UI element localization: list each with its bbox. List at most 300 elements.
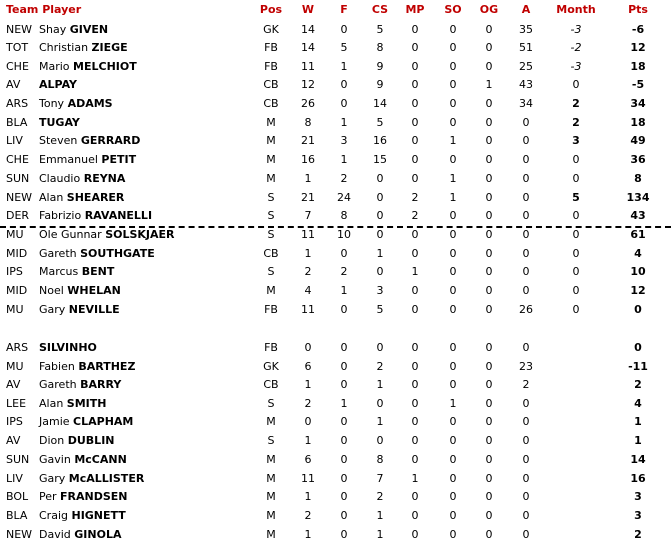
table-row xyxy=(0,151,671,169)
cell-f: 8 xyxy=(340,209,348,222)
team-code: NEW xyxy=(6,23,33,36)
cell-mp: 0 xyxy=(411,434,419,447)
cell-a: 51 xyxy=(519,41,533,54)
team-code: AV xyxy=(6,434,21,447)
cell-pos: GK xyxy=(263,360,279,373)
cell-w: 1 xyxy=(304,490,312,503)
team-code: NEW xyxy=(6,528,33,541)
cell-f: 3 xyxy=(340,134,348,147)
cell-w: 2 xyxy=(304,509,312,522)
cell-mp: 0 xyxy=(411,23,419,36)
cell-cs: 0 xyxy=(376,209,384,222)
cell-pos: FB xyxy=(264,341,278,354)
header-cs: CS xyxy=(371,3,389,16)
cell-mp: 0 xyxy=(411,153,419,166)
cell-pos: M xyxy=(266,116,276,129)
cell-og: 0 xyxy=(485,228,493,241)
cell-f: 5 xyxy=(340,41,348,54)
cell-a: 0 xyxy=(522,284,530,297)
player-first-name: Noel xyxy=(39,284,64,297)
cell-pos: S xyxy=(267,397,275,410)
cell-w: 14 xyxy=(301,23,315,36)
player-last-name: NEVILLE xyxy=(68,303,120,316)
player-name xyxy=(39,58,137,76)
cell-pts: 2 xyxy=(634,528,642,541)
player-last-name: SOUTHGATE xyxy=(80,247,155,260)
table-row xyxy=(0,95,671,113)
cell-pts: 18 xyxy=(630,116,646,129)
team-code: MID xyxy=(6,247,28,260)
player-name xyxy=(39,339,97,357)
cell-so: 0 xyxy=(449,41,457,54)
cell-w: 2 xyxy=(304,265,312,278)
team-code: IPS xyxy=(6,265,23,278)
cell-f: 10 xyxy=(337,228,351,241)
player-first-name: Fabrizio xyxy=(39,209,82,222)
header-team-player: Team Player xyxy=(6,3,82,16)
cell-mp: 0 xyxy=(411,490,419,503)
cell-f: 0 xyxy=(340,303,348,316)
cell-a: 2 xyxy=(522,378,530,391)
cell-mp: 0 xyxy=(411,116,419,129)
cell-f: 1 xyxy=(340,397,348,410)
table-row xyxy=(0,263,671,281)
cell-w: 11 xyxy=(301,303,315,316)
team-code: TOT xyxy=(6,41,29,54)
cell-cs: 14 xyxy=(373,97,387,110)
header-pts: Pts xyxy=(628,3,648,16)
table-row xyxy=(0,488,671,506)
player-last-name: WHELAN xyxy=(67,284,121,297)
cell-month: 0 xyxy=(572,153,580,166)
player-last-name: FRANDSEN xyxy=(60,490,128,503)
player-name xyxy=(39,95,113,113)
cell-so: 0 xyxy=(449,60,457,73)
player-first-name: Gary xyxy=(39,472,66,485)
cell-pts: 12 xyxy=(630,284,646,297)
cell-og: 0 xyxy=(485,23,493,36)
table-row xyxy=(0,376,671,394)
cell-pts: 49 xyxy=(630,134,646,147)
cell-cs: 2 xyxy=(376,490,384,503)
player-first-name: Christian xyxy=(39,41,89,54)
cell-mp: 0 xyxy=(411,172,419,185)
player-name xyxy=(39,263,114,281)
cell-so: 0 xyxy=(449,434,457,447)
cell-cs: 9 xyxy=(376,78,384,91)
cell-f: 0 xyxy=(340,378,348,391)
cell-cs: 0 xyxy=(376,434,384,447)
team-code: DER xyxy=(6,209,30,222)
cell-mp: 0 xyxy=(411,415,419,428)
cell-og: 0 xyxy=(485,415,493,428)
cell-pts: 34 xyxy=(630,97,646,110)
player-first-name: Dion xyxy=(39,434,65,447)
cell-og: 0 xyxy=(485,247,493,260)
cell-month: -2 xyxy=(570,41,582,54)
cell-f: 1 xyxy=(340,284,348,297)
player-name xyxy=(39,451,127,469)
player-last-name: MELCHIOT xyxy=(73,60,137,73)
cell-pos: M xyxy=(266,284,276,297)
player-name xyxy=(39,376,121,394)
cell-so: 0 xyxy=(449,341,457,354)
table-row xyxy=(0,39,671,57)
cell-w: 1 xyxy=(304,172,312,185)
table-row xyxy=(0,301,671,319)
cell-f: 1 xyxy=(340,116,348,129)
cell-pos: M xyxy=(266,134,276,147)
cell-pos: M xyxy=(266,415,276,428)
cell-a: 0 xyxy=(522,134,530,147)
cell-pts: 3 xyxy=(634,509,642,522)
cell-mp: 0 xyxy=(411,341,419,354)
cell-so: 0 xyxy=(449,247,457,260)
header-f: F xyxy=(340,3,348,16)
cell-mp: 0 xyxy=(411,378,419,391)
player-first-name: David xyxy=(39,528,71,541)
player-name xyxy=(39,526,121,544)
cell-f: 0 xyxy=(340,434,348,447)
cell-pos: S xyxy=(267,265,275,278)
table-row xyxy=(0,507,671,525)
player-last-name: SOLSKJAER xyxy=(105,228,175,241)
cell-so: 0 xyxy=(449,303,457,316)
cell-so: 0 xyxy=(449,228,457,241)
table-row xyxy=(0,358,671,376)
cell-so: 0 xyxy=(449,490,457,503)
cell-month: 2 xyxy=(572,116,580,129)
header-w: W xyxy=(301,3,315,16)
cell-month: 0 xyxy=(572,172,580,185)
cell-cs: 5 xyxy=(376,23,384,36)
player-last-name: GIVEN xyxy=(69,23,109,36)
player-name xyxy=(39,114,80,132)
cell-cs: 7 xyxy=(376,472,384,485)
cell-w: 21 xyxy=(301,134,315,147)
cell-a: 0 xyxy=(522,172,530,185)
player-first-name: Gareth xyxy=(39,378,77,391)
cell-w: 6 xyxy=(304,360,312,373)
cell-og: 0 xyxy=(485,397,493,410)
cell-mp: 1 xyxy=(411,472,419,485)
cell-pos: M xyxy=(266,528,276,541)
cell-f: 0 xyxy=(340,341,348,354)
cell-og: 0 xyxy=(485,472,493,485)
cell-og: 0 xyxy=(485,284,493,297)
cell-pts: 1 xyxy=(634,415,642,428)
player-last-name: GERRARD xyxy=(80,134,141,147)
player-first-name: Shay xyxy=(39,23,67,36)
cell-month: 0 xyxy=(572,303,580,316)
player-name xyxy=(39,189,124,207)
cell-so: 0 xyxy=(449,360,457,373)
player-name xyxy=(39,470,144,488)
team-code: BLA xyxy=(6,116,28,129)
team-code: SUN xyxy=(6,453,30,466)
cell-so: 0 xyxy=(449,78,457,91)
cell-pos: S xyxy=(267,209,275,222)
player-last-name: GINOLA xyxy=(74,528,122,541)
cell-mp: 0 xyxy=(411,247,419,260)
cell-pos: S xyxy=(267,434,275,447)
team-code: LEE xyxy=(6,397,27,410)
cell-so: 0 xyxy=(449,472,457,485)
player-name xyxy=(39,39,128,57)
cell-f: 0 xyxy=(340,97,348,110)
cell-f: 0 xyxy=(340,490,348,503)
cell-w: 12 xyxy=(301,78,315,91)
cell-so: 0 xyxy=(449,97,457,110)
cell-a: 0 xyxy=(522,528,530,541)
cell-month: 2 xyxy=(572,97,580,110)
player-last-name: McALLISTER xyxy=(68,472,145,485)
cell-a: 0 xyxy=(522,434,530,447)
cell-pos: M xyxy=(266,172,276,185)
table-row xyxy=(0,132,671,150)
cell-month: 5 xyxy=(572,191,580,204)
cell-og: 0 xyxy=(485,209,493,222)
cell-pos: GK xyxy=(263,23,279,36)
cell-pts: 3 xyxy=(634,490,642,503)
cell-pos: M xyxy=(266,453,276,466)
cell-cs: 0 xyxy=(376,172,384,185)
cell-w: 1 xyxy=(304,378,312,391)
cell-so: 1 xyxy=(449,397,457,410)
cell-w: 1 xyxy=(304,434,312,447)
player-first-name: Jamie xyxy=(39,415,70,428)
cell-f: 2 xyxy=(340,172,348,185)
header-mp: MP xyxy=(405,3,425,16)
cell-cs: 1 xyxy=(376,415,384,428)
cell-pos: FB xyxy=(264,60,278,73)
cell-cs: 1 xyxy=(376,528,384,541)
header-pos: Pos xyxy=(259,3,283,16)
team-code: BOL xyxy=(6,490,29,503)
cell-month: 3 xyxy=(572,134,580,147)
cell-cs: 9 xyxy=(376,60,384,73)
cell-mp: 0 xyxy=(411,360,419,373)
table-row xyxy=(0,451,671,469)
cell-a: 34 xyxy=(519,97,533,110)
player-name xyxy=(39,226,175,244)
cell-month: 0 xyxy=(572,265,580,278)
player-first-name: Craig xyxy=(39,509,68,522)
cell-pts: 10 xyxy=(630,265,646,278)
table-row xyxy=(0,207,671,225)
cell-pts: 16 xyxy=(630,472,646,485)
cell-w: 21 xyxy=(301,191,315,204)
cell-so: 0 xyxy=(449,116,457,129)
player-last-name: SHEARER xyxy=(66,191,125,204)
cell-a: 0 xyxy=(522,490,530,503)
cell-mp: 0 xyxy=(411,528,419,541)
cell-mp: 0 xyxy=(411,284,419,297)
cell-a: 0 xyxy=(522,397,530,410)
cell-og: 0 xyxy=(485,303,493,316)
cell-a: 0 xyxy=(522,116,530,129)
cell-w: 11 xyxy=(301,472,315,485)
cell-w: 1 xyxy=(304,528,312,541)
player-last-name: ADAMS xyxy=(67,97,113,110)
player-name xyxy=(39,488,128,506)
table-row xyxy=(0,526,671,544)
cell-month: 0 xyxy=(572,228,580,241)
cell-so: 0 xyxy=(449,209,457,222)
cell-so: 0 xyxy=(449,23,457,36)
table-row xyxy=(0,282,671,300)
player-name xyxy=(39,170,125,188)
player-last-name: BARRY xyxy=(80,378,122,391)
cell-a: 0 xyxy=(522,509,530,522)
cell-so: 1 xyxy=(449,134,457,147)
cell-a: 0 xyxy=(522,265,530,278)
cell-pts: 4 xyxy=(634,247,642,260)
cell-pos: FB xyxy=(264,303,278,316)
cell-f: 1 xyxy=(340,153,348,166)
table-row xyxy=(0,76,671,94)
cell-a: 0 xyxy=(522,415,530,428)
cell-cs: 0 xyxy=(376,191,384,204)
cell-pts: 18 xyxy=(630,60,646,73)
section-divider xyxy=(0,226,671,228)
player-first-name: Marcus xyxy=(39,265,79,278)
cell-mp: 0 xyxy=(411,134,419,147)
header-month: Month xyxy=(556,3,596,16)
table-row xyxy=(0,114,671,132)
player-last-name: TUGAY xyxy=(39,116,80,129)
cell-pts: 134 xyxy=(626,191,650,204)
cell-so: 0 xyxy=(449,378,457,391)
header-row xyxy=(0,1,671,19)
cell-og: 0 xyxy=(485,116,493,129)
player-last-name: SILVINHO xyxy=(39,341,97,354)
cell-so: 0 xyxy=(449,453,457,466)
table-row xyxy=(0,470,671,488)
player-name xyxy=(39,395,106,413)
team-code: LIV xyxy=(6,134,23,147)
cell-pts: 12 xyxy=(630,41,646,54)
player-name xyxy=(39,282,121,300)
cell-og: 0 xyxy=(485,453,493,466)
cell-og: 0 xyxy=(485,60,493,73)
cell-pos: M xyxy=(266,153,276,166)
cell-f: 0 xyxy=(340,509,348,522)
team-code: CHE xyxy=(6,60,29,73)
cell-a: 0 xyxy=(522,341,530,354)
cell-w: 11 xyxy=(301,60,315,73)
player-last-name: HIGNETT xyxy=(71,509,126,522)
team-code: MID xyxy=(6,284,28,297)
cell-so: 0 xyxy=(449,509,457,522)
player-last-name: PETIT xyxy=(101,153,137,166)
team-code: CHE xyxy=(6,153,29,166)
cell-a: 26 xyxy=(519,303,533,316)
cell-cs: 3 xyxy=(376,284,384,297)
player-last-name: RAVANELLI xyxy=(84,209,153,222)
cell-f: 1 xyxy=(340,60,348,73)
cell-cs: 8 xyxy=(376,453,384,466)
cell-og: 0 xyxy=(485,490,493,503)
player-last-name: REYNA xyxy=(83,172,126,185)
player-name xyxy=(39,432,115,450)
header-og: OG xyxy=(479,3,499,16)
player-first-name: Mario xyxy=(39,60,70,73)
player-name xyxy=(39,21,108,39)
cell-cs: 1 xyxy=(376,509,384,522)
cell-a: 0 xyxy=(522,453,530,466)
player-first-name: Gavin xyxy=(39,453,71,466)
cell-pos: M xyxy=(266,509,276,522)
cell-pos: CB xyxy=(263,247,279,260)
cell-so: 1 xyxy=(449,172,457,185)
cell-pos: CB xyxy=(263,97,279,110)
table-row xyxy=(0,432,671,450)
player-first-name: Claudio xyxy=(39,172,81,185)
cell-w: 11 xyxy=(301,228,315,241)
cell-pos: CB xyxy=(263,78,279,91)
cell-og: 0 xyxy=(485,378,493,391)
player-first-name: Emmanuel xyxy=(39,153,98,166)
cell-so: 1 xyxy=(449,191,457,204)
header-so: SO xyxy=(444,3,462,16)
cell-cs: 5 xyxy=(376,303,384,316)
cell-w: 26 xyxy=(301,97,315,110)
cell-pos: S xyxy=(267,228,275,241)
cell-f: 0 xyxy=(340,472,348,485)
cell-pos: M xyxy=(266,490,276,503)
player-name xyxy=(39,413,133,431)
table-row xyxy=(0,339,671,357)
cell-pts: -5 xyxy=(631,78,645,91)
cell-cs: 16 xyxy=(373,134,387,147)
cell-cs: 1 xyxy=(376,378,384,391)
player-last-name: BARTHEZ xyxy=(78,360,136,373)
cell-pts: 0 xyxy=(634,341,642,354)
cell-so: 0 xyxy=(449,265,457,278)
player-first-name: Alan xyxy=(39,397,64,410)
cell-w: 2 xyxy=(304,397,312,410)
cell-pts: 0 xyxy=(634,303,642,316)
cell-w: 7 xyxy=(304,209,312,222)
cell-a: 0 xyxy=(522,209,530,222)
team-code: IPS xyxy=(6,415,23,428)
cell-og: 0 xyxy=(485,434,493,447)
player-first-name: Tony xyxy=(39,97,65,110)
cell-so: 0 xyxy=(449,415,457,428)
cell-cs: 0 xyxy=(376,397,384,410)
player-name xyxy=(39,76,77,94)
cell-a: 0 xyxy=(522,191,530,204)
player-last-name: ZIEGE xyxy=(91,41,128,54)
cell-cs: 5 xyxy=(376,116,384,129)
team-code: SUN xyxy=(6,172,30,185)
cell-pts: 1 xyxy=(634,434,642,447)
cell-mp: 0 xyxy=(411,228,419,241)
player-name xyxy=(39,245,155,263)
player-name xyxy=(39,301,120,319)
player-name xyxy=(39,507,126,525)
cell-pts: -11 xyxy=(628,360,648,373)
cell-w: 4 xyxy=(304,284,312,297)
cell-pts: 2 xyxy=(634,378,642,391)
cell-mp: 0 xyxy=(411,509,419,522)
cell-w: 0 xyxy=(304,341,312,354)
cell-month: 0 xyxy=(572,209,580,222)
cell-month: 0 xyxy=(572,247,580,260)
cell-f: 0 xyxy=(340,360,348,373)
cell-cs: 0 xyxy=(376,341,384,354)
